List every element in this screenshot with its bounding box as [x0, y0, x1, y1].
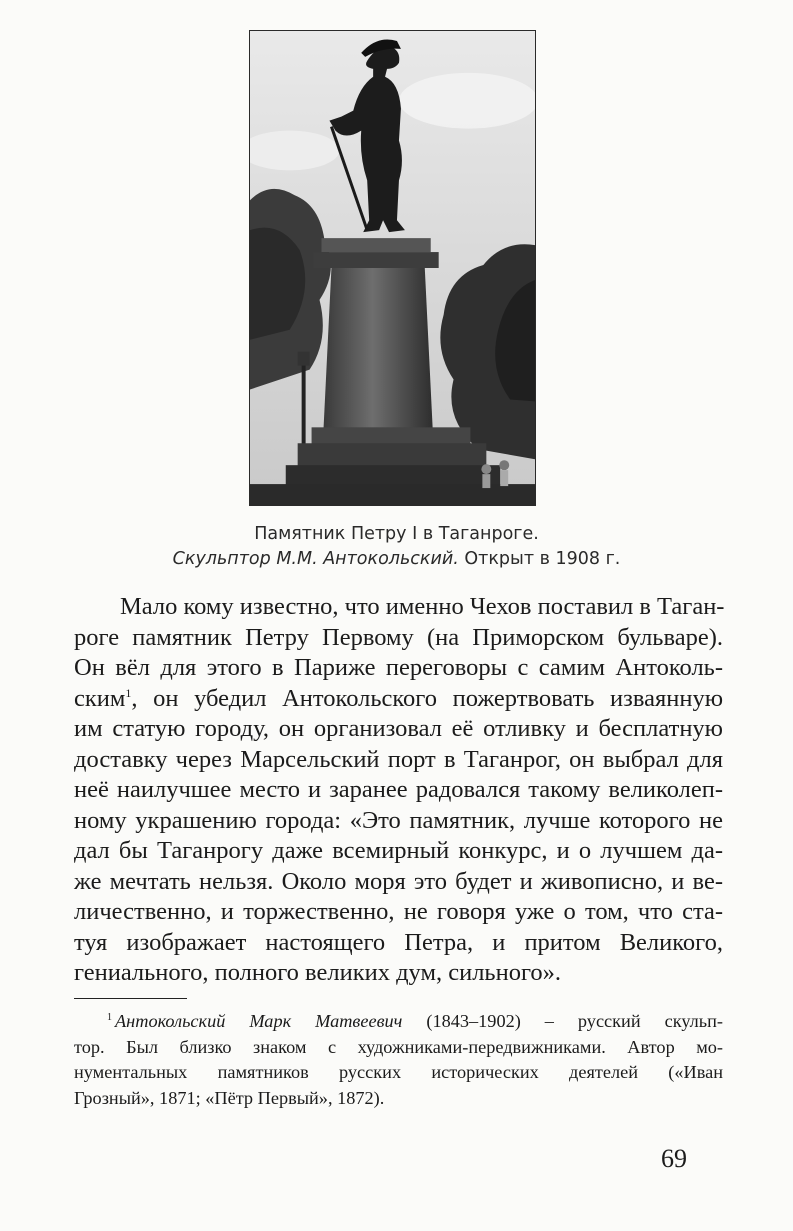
paragraph-line-rest: он убедил Антокольского пожертвовать изваянную [153, 684, 724, 712]
figure-caption-opened: Открыт в 1908 г. [464, 549, 621, 569]
figure-caption-title: Памятник Петру I в Таганроге. [254, 524, 539, 544]
paragraph-line: личественно, и торжественно, не говоря уже о том, что ста- [74, 898, 723, 925]
paragraph-line: ному украшению города: «Это памятник, лучше которого не [74, 806, 723, 834]
paragraph-line: Мало кому известно, что именно Чехов поставил в Таган- [120, 593, 725, 620]
footnote-divider [74, 998, 187, 999]
footnote-line: тор. Был близко знаком с художниками-передвижниками. Автор мо- [74, 1036, 723, 1057]
figure-caption-credit [0, 547, 793, 571]
paragraph-line: туя изображает настоящего Петра, и притом Великого, [74, 928, 723, 956]
footnote-line-rest: (1843–1902) – русский скульп- [426, 1011, 724, 1031]
paragraph-line: неё наилучшее место и заранее радовался такому великолеп- [74, 776, 723, 803]
paragraph-line-start: ским [74, 684, 126, 712]
paragraph-line: ским$^1$, он убедил Антокольского пожертвовать изваянную [74, 684, 724, 712]
footnote [74, 1009, 723, 1111]
footnote-mark: 1 [107, 1011, 112, 1023]
footnote-line: нументальных памятников русских исторических деятелей («Иван [74, 1062, 723, 1082]
paragraph-line: им статую городу, он организовал её отливку и бесплатную [74, 715, 723, 742]
paragraph-line: доставку через Марсельский порт в Таганрог, он выбрал для [74, 745, 723, 773]
footnote-reference[interactable]: 1 [125, 685, 132, 700]
paragraph-line: же мечтать нельзя. Около моря это будет и живописно, и ве- [74, 867, 723, 895]
main-paragraph [74, 592, 723, 989]
paragraph-line: Он вёл для этого в Париже переговоры с самим Антоколь- [74, 654, 723, 681]
page-number: 69 [661, 1144, 687, 1173]
footnote-line [74, 1009, 723, 1035]
monument-illustration [250, 31, 535, 505]
paragraph-line: роге памятник Петру Первому (на Приморском бульваре). [74, 623, 723, 651]
monument-photo [249, 30, 536, 506]
footnote-line: Грозный», 1871; «Пётр Первый», 1872). [74, 1087, 385, 1108]
figure-caption-sculptor: Скульптор М.М. Антокольский. [172, 549, 459, 569]
paragraph-line: гениального, полного великих дум, сильного». [74, 959, 562, 986]
footnote-person-name: Антокольский Марк Матвеевич [115, 1011, 403, 1031]
paragraph-line: дал бы Таганрогу даже всемирный конкурс, и о лучшем да- [74, 837, 723, 864]
